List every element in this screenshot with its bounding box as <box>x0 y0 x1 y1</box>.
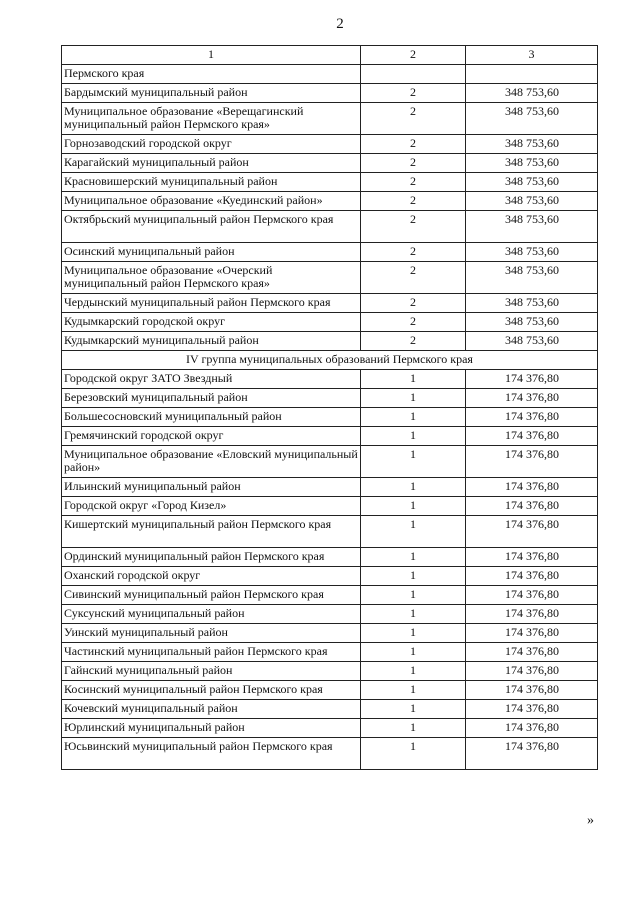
amount-cell: 348 753,60 <box>466 192 598 211</box>
count-cell: 1 <box>361 408 466 427</box>
header-cell: 1 <box>62 46 361 65</box>
amount-cell: 174 376,80 <box>466 662 598 681</box>
count-cell: 1 <box>361 427 466 446</box>
table-row <box>62 478 598 497</box>
table-row <box>62 738 598 770</box>
amount-cell: 174 376,80 <box>466 427 598 446</box>
count-cell: 1 <box>361 681 466 700</box>
municipality-name: Городской округ «Город Кизел» <box>62 497 361 516</box>
table-row <box>62 548 598 567</box>
count-cell: 2 <box>361 243 466 262</box>
header-cell: 2 <box>361 46 466 65</box>
municipality-name: Кудымкарский муниципальный район <box>62 332 361 351</box>
municipality-name: Березовский муниципальный район <box>62 389 361 408</box>
amount-cell: 174 376,80 <box>466 567 598 586</box>
count-cell: 1 <box>361 738 466 770</box>
amount-cell: 174 376,80 <box>466 370 598 389</box>
municipality-name: Муниципальное образование «Еловский муниципальный район» <box>62 446 361 478</box>
table-row <box>62 332 598 351</box>
group-title: IV группа муниципальных образований Пермского края <box>62 351 598 370</box>
municipality-name: Карагайский муниципальный район <box>62 154 361 173</box>
table-row <box>62 700 598 719</box>
municipality-name: Чердынский муниципальный район Пермского края <box>62 294 361 313</box>
municipality-name: Большесосновский муниципальный район <box>62 408 361 427</box>
count-cell: 1 <box>361 624 466 643</box>
count-cell: 1 <box>361 497 466 516</box>
table-row <box>62 294 598 313</box>
count-cell: 2 <box>361 294 466 313</box>
count-cell: 2 <box>361 84 466 103</box>
amount-cell: 174 376,80 <box>466 719 598 738</box>
table-row <box>62 408 598 427</box>
count-cell: 2 <box>361 135 466 154</box>
amount-cell: 348 753,60 <box>466 262 598 294</box>
municipality-name: Оханский городской округ <box>62 567 361 586</box>
table-row <box>62 243 598 262</box>
amount-cell: 174 376,80 <box>466 681 598 700</box>
municipality-name: Осинский муниципальный район <box>62 243 361 262</box>
count-cell: 1 <box>361 605 466 624</box>
amount-cell: 174 376,80 <box>466 586 598 605</box>
count-cell: 1 <box>361 389 466 408</box>
municipality-name: Кудымкарский городской округ <box>62 313 361 332</box>
count-cell: 1 <box>361 478 466 497</box>
amount-cell: 174 376,80 <box>466 643 598 662</box>
amount-cell: 348 753,60 <box>466 103 598 135</box>
table-row <box>62 154 598 173</box>
count-cell: 2 <box>361 332 466 351</box>
municipality-name: Сивинский муниципальный район Пермского края <box>62 586 361 605</box>
table-row <box>62 516 598 548</box>
table-row <box>62 313 598 332</box>
amount-cell: 174 376,80 <box>466 700 598 719</box>
municipality-name: Муниципальное образование «Куединский район» <box>62 192 361 211</box>
municipality-name: Кочевский муниципальный район <box>62 700 361 719</box>
table-row <box>62 262 598 294</box>
amount-cell <box>466 65 598 84</box>
table-row <box>62 497 598 516</box>
count-cell: 2 <box>361 103 466 135</box>
amount-cell: 348 753,60 <box>466 332 598 351</box>
amount-cell: 174 376,80 <box>466 624 598 643</box>
municipality-name: Пермского края <box>62 65 361 84</box>
amount-cell: 174 376,80 <box>466 516 598 548</box>
municipality-name: Городской округ ЗАТО Звездный <box>62 370 361 389</box>
municipality-name: Кишертский муниципальный район Пермского края <box>62 516 361 548</box>
count-cell: 2 <box>361 262 466 294</box>
municipality-name: Гайнский муниципальный район <box>62 662 361 681</box>
count-cell: 1 <box>361 662 466 681</box>
count-cell: 1 <box>361 370 466 389</box>
municipality-name: Горнозаводский городской округ <box>62 135 361 154</box>
closing-quote-mark: » <box>587 813 594 828</box>
table-row <box>62 84 598 103</box>
amount-cell: 174 376,80 <box>466 478 598 497</box>
amount-cell: 174 376,80 <box>466 408 598 427</box>
table-row <box>62 135 598 154</box>
table-row <box>62 586 598 605</box>
count-cell: 1 <box>361 548 466 567</box>
amount-cell: 348 753,60 <box>466 243 598 262</box>
table-row <box>62 681 598 700</box>
municipality-name: Уинский муниципальный район <box>62 624 361 643</box>
municipality-name: Октябрьский муниципальный район Пермского края <box>62 211 361 243</box>
amount-cell: 348 753,60 <box>466 211 598 243</box>
municipality-name: Муниципальное образование «Верещагинский муниципальный район Пермского края» <box>62 103 361 135</box>
table-row <box>62 65 598 84</box>
municipality-name: Юсьвинский муниципальный район Пермского края <box>62 738 361 770</box>
count-cell: 1 <box>361 643 466 662</box>
table-row <box>62 719 598 738</box>
allocation-table <box>61 45 598 770</box>
amount-cell: 348 753,60 <box>466 173 598 192</box>
count-cell: 2 <box>361 154 466 173</box>
table-row <box>62 446 598 478</box>
municipality-name: Муниципальное образование «Очерский муниципальный район Пермского края» <box>62 262 361 294</box>
amount-cell: 348 753,60 <box>466 135 598 154</box>
table-body <box>62 46 598 770</box>
table-row <box>62 624 598 643</box>
municipality-name: Косинский муниципальный район Пермского края <box>62 681 361 700</box>
count-cell: 2 <box>361 313 466 332</box>
amount-cell: 348 753,60 <box>466 313 598 332</box>
municipality-name: Ординский муниципальный район Пермского края <box>62 548 361 567</box>
table-header-row <box>62 46 598 65</box>
amount-cell: 348 753,60 <box>466 294 598 313</box>
municipality-name: Бардымский муниципальный район <box>62 84 361 103</box>
table-row <box>62 389 598 408</box>
table-row <box>62 211 598 243</box>
municipality-name: Суксунский муниципальный район <box>62 605 361 624</box>
table-row <box>62 370 598 389</box>
municipality-name: Красновишерский муниципальный район <box>62 173 361 192</box>
header-cell: 3 <box>466 46 598 65</box>
municipality-name: Гремячинский городской округ <box>62 427 361 446</box>
table-row <box>62 662 598 681</box>
amount-cell: 348 753,60 <box>466 154 598 173</box>
count-cell: 2 <box>361 173 466 192</box>
table-row <box>62 173 598 192</box>
table-row <box>62 192 598 211</box>
table-row <box>62 567 598 586</box>
amount-cell: 174 376,80 <box>466 738 598 770</box>
count-cell: 1 <box>361 516 466 548</box>
table-row <box>62 103 598 135</box>
count-cell: 1 <box>361 567 466 586</box>
municipality-name: Ильинский муниципальный район <box>62 478 361 497</box>
table-row <box>62 427 598 446</box>
amount-cell: 174 376,80 <box>466 446 598 478</box>
count-cell: 1 <box>361 700 466 719</box>
amount-cell: 174 376,80 <box>466 497 598 516</box>
page-number: 2 <box>336 16 344 32</box>
group-header-row <box>62 351 598 370</box>
count-cell: 1 <box>361 586 466 605</box>
municipality-name: Частинский муниципальный район Пермского края <box>62 643 361 662</box>
count-cell: 1 <box>361 446 466 478</box>
count-cell: 1 <box>361 719 466 738</box>
amount-cell: 174 376,80 <box>466 389 598 408</box>
count-cell <box>361 65 466 84</box>
count-cell: 2 <box>361 192 466 211</box>
count-cell: 2 <box>361 211 466 243</box>
amount-cell: 348 753,60 <box>466 84 598 103</box>
table-row <box>62 605 598 624</box>
municipality-name: Юрлинский муниципальный район <box>62 719 361 738</box>
amount-cell: 174 376,80 <box>466 605 598 624</box>
table-row <box>62 643 598 662</box>
amount-cell: 174 376,80 <box>466 548 598 567</box>
